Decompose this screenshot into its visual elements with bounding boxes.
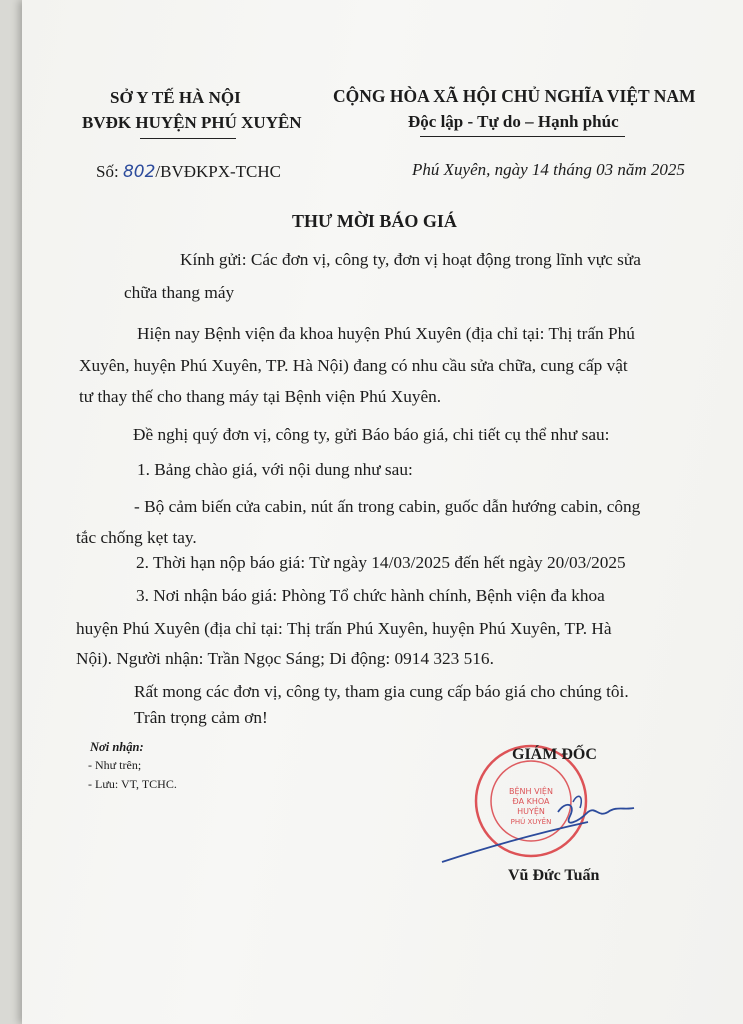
svg-text:HUYỆN: HUYỆN — [517, 807, 545, 816]
org-line2: BVĐK HUYỆN PHÚ XUYÊN — [82, 113, 302, 132]
org-underline — [140, 138, 236, 139]
para1-line3: tư thay thế cho thang máy tại Bệnh viện Phú Xuyên. — [79, 387, 442, 406]
item3-line1: 3. Nơi nhận báo giá: Phòng Tổ chức hành chính, Bệnh viện đa khoa — [136, 586, 605, 605]
signer-name: Vũ Đức Tuấn — [508, 867, 600, 884]
recipients-label: Nơi nhận: — [90, 740, 144, 754]
item3-line3: Nội). Người nhận: Trần Ngọc Sáng; Di động: 0914 323 516. — [76, 649, 494, 668]
closing-line1: Rất mong các đơn vị, công ty, tham gia cung cấp báo giá cho chúng tôi. — [134, 682, 629, 701]
place-date: Phú Xuyên, ngày 14 tháng 03 năm 2025 — [412, 160, 685, 179]
doc-no-prefix: Số: — [96, 162, 119, 181]
para1-line1: Hiện nay Bệnh viện đa khoa huyện Phú Xuyên (địa chỉ tại: Thị trấn Phú — [137, 324, 635, 343]
country-name: CỘNG HÒA XÃ HỘI CHỦ NGHĨA VIỆT NAM — [333, 86, 696, 106]
svg-text:ĐA KHOA: ĐA KHOA — [512, 797, 550, 806]
item3-line2: huyện Phú Xuyên (địa chỉ tại: Thị trấn Phú Xuyên, huyện Phú Xuyên, TP. Hà — [76, 619, 612, 638]
recipient-item: - Như trên; — [88, 758, 142, 772]
recipient-item: - Lưu: VT, TCHC. — [88, 777, 177, 791]
document-title: THƯ MỜI BÁO GIÁ — [292, 211, 457, 231]
signer-position: GIÁM ĐỐC — [512, 746, 597, 763]
handwritten-signature — [438, 782, 638, 872]
svg-text:BỆNH VIỆN: BỆNH VIỆN — [509, 787, 553, 796]
item1: 1. Bảng chào giá, với nội dung như sau: — [137, 460, 413, 479]
doc-no-suffix: /BVĐKPX-TCHC — [155, 162, 282, 181]
para2: Đề nghị quý đơn vị, công ty, gửi Báo báo giá, chi tiết cụ thể như sau: — [133, 425, 610, 444]
svg-text:PHÚ XUYÊN: PHÚ XUYÊN — [510, 818, 552, 826]
motto-underline — [420, 136, 625, 137]
salutation-line2: chữa thang máy — [124, 283, 235, 302]
org-line1: SỞ Y TẾ HÀ NỘI — [110, 88, 241, 107]
item1-sub-line2: tắc chống kẹt tay. — [76, 528, 197, 547]
salutation-line1: Kính gửi: Các đơn vị, công ty, đơn vị hoạt động trong lĩnh vực sửa — [180, 250, 641, 269]
closing-line2: Trân trọng cảm ơn! — [134, 708, 268, 727]
para1-line2: Xuyên, huyện Phú Xuyên, TP. Hà Nội) đang có nhu cầu sửa chữa, cung cấp vật — [79, 356, 628, 375]
doc-no-handwritten: 802 — [122, 162, 156, 182]
item1-sub-line1: - Bộ cảm biến cửa cabin, nút ấn trong cabin, guốc dẫn hướng cabin, công — [134, 497, 641, 516]
item2: 2. Thời hạn nộp báo giá: Từ ngày 14/03/2025 đến hết ngày 20/03/2025 — [136, 553, 626, 572]
document-number — [96, 162, 281, 182]
national-motto: Độc lập - Tự do – Hạnh phúc — [408, 112, 619, 131]
